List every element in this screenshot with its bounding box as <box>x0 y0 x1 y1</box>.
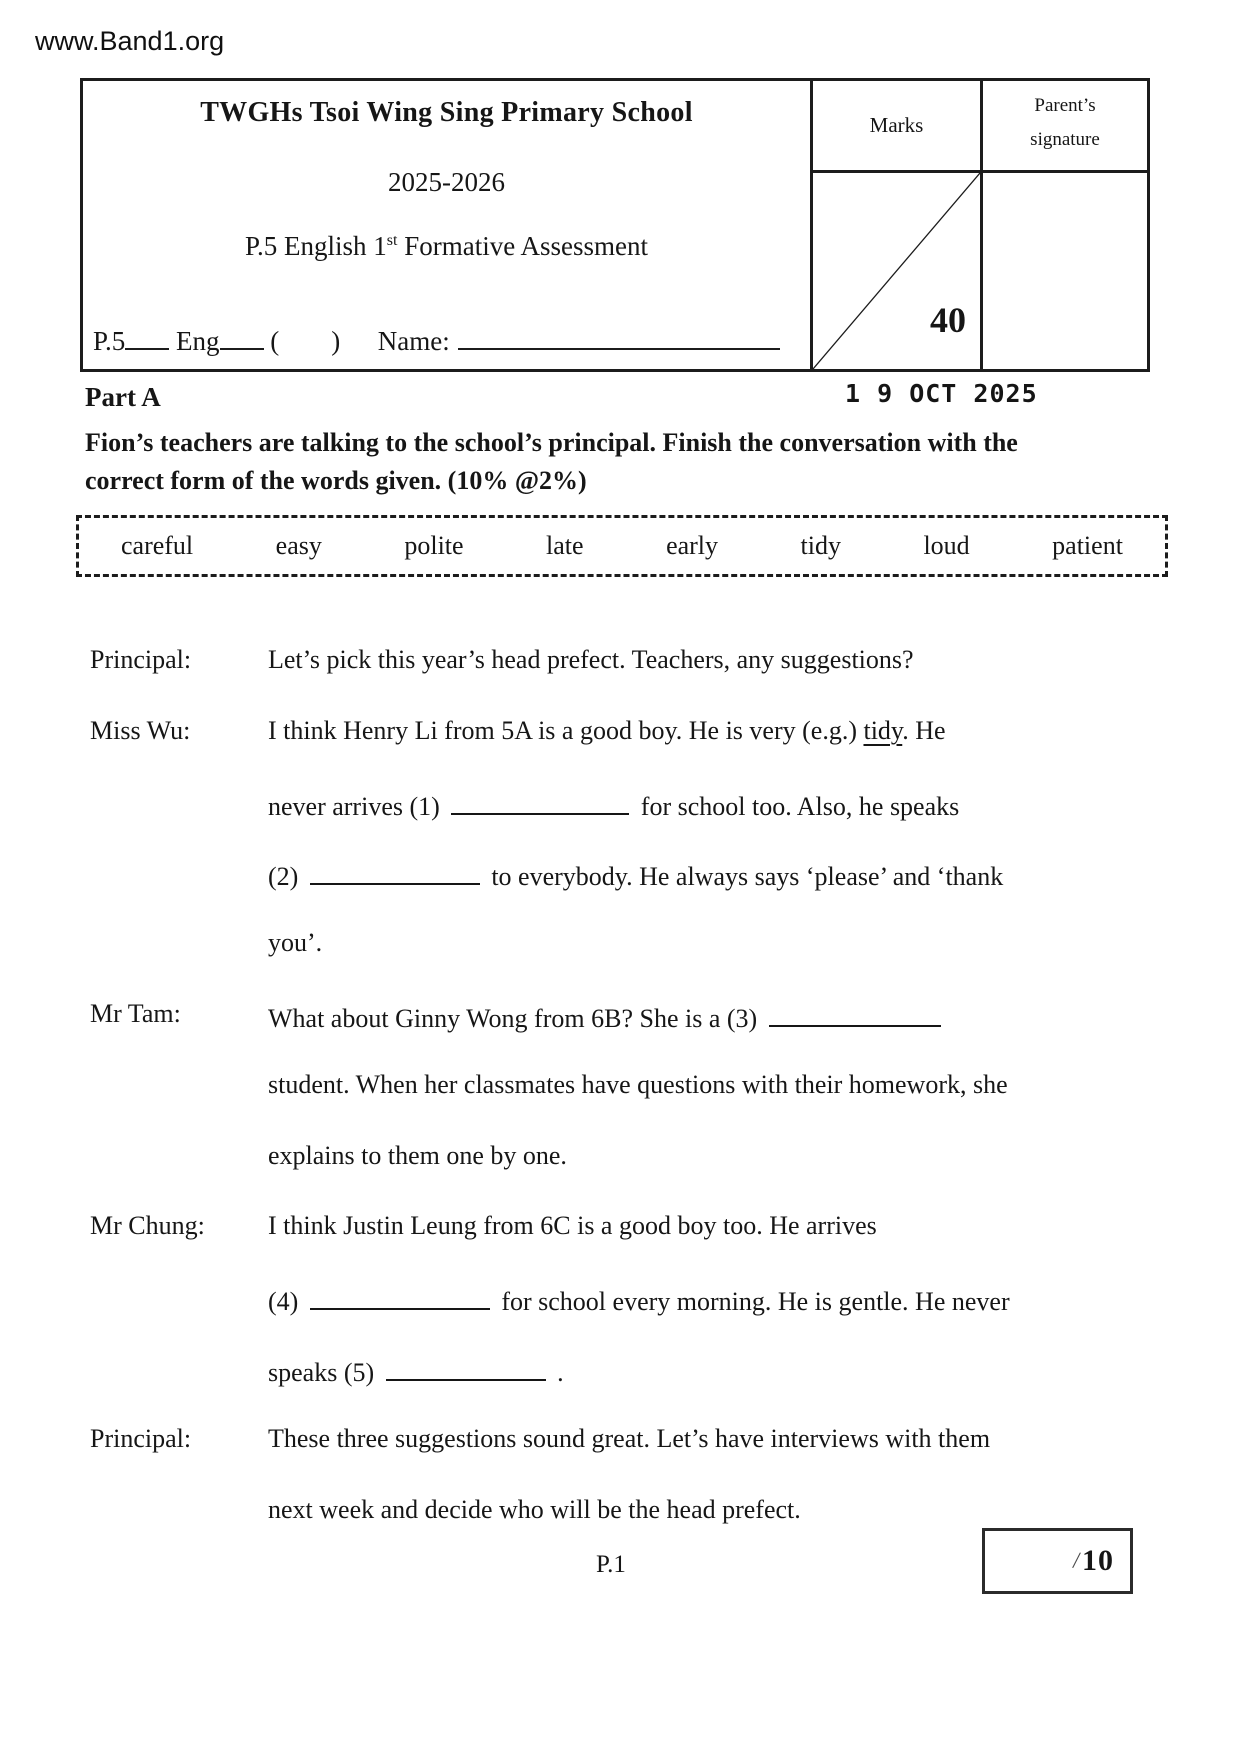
speaker-label: Miss Wu: <box>90 716 191 745</box>
dialogue-line <box>268 1495 801 1525</box>
dialogue-text: (4) <box>268 1287 305 1316</box>
answer-blank[interactable] <box>451 787 629 815</box>
parent-signature-column <box>983 81 1147 369</box>
page-number: P.1 <box>596 1551 626 1578</box>
dialogue-line <box>268 1211 877 1241</box>
dialogue-text: for school every morning. He is gentle. He never <box>494 1287 1010 1316</box>
assessment-title-ordinal: st <box>386 232 398 249</box>
dialogue-row <box>85 1070 1170 1106</box>
dialogue-row <box>85 1495 1170 1531</box>
answer-blank[interactable] <box>310 857 480 885</box>
parent-signature-area[interactable] <box>983 173 1147 369</box>
assessment-title-suffix: Formative Assessment <box>397 231 648 261</box>
paren-close: ) <box>331 326 341 356</box>
dialogue-text: to everybody. He always says ‘please’ and ‘thank <box>484 862 1004 891</box>
header-table <box>80 78 1150 372</box>
dialogue-line <box>268 1070 1008 1100</box>
dialogue-row <box>85 1282 1170 1318</box>
dialogue-line <box>268 857 1003 892</box>
part-a-heading: Part A <box>85 382 161 412</box>
dialogue-text: you’. <box>268 928 323 957</box>
parent-signature-line2: signature <box>1030 129 1100 150</box>
class-prefix-label: P.5 <box>93 326 126 356</box>
class-name-line <box>93 321 780 357</box>
dialogue-row <box>85 1424 1170 1460</box>
paren-open: ( <box>270 326 280 356</box>
part-a-instructions <box>85 424 1175 500</box>
dialogue-text: explains to them one by one. <box>268 1141 567 1170</box>
dialogue-text: . <box>550 1358 564 1387</box>
instructions-line1: Fion’s teachers are talking to the school’s principal. Finish the conversation with the <box>85 428 1018 457</box>
date-stamp: 1 9 OCT 2025 <box>845 379 1038 408</box>
school-name: TWGHs Tsoi Wing Sing Primary School <box>200 97 693 128</box>
dialogue-text: What about Ginny Wong from 6B? She is a (3) <box>268 1004 764 1033</box>
dialogue-text: I think Justin Leung from 6C is a good boy too. He arrives <box>268 1211 877 1240</box>
dialogue-line <box>268 645 914 675</box>
dialogue-text: for school too. Also, he speaks <box>634 792 960 821</box>
assessment-title <box>83 231 810 262</box>
class-number-blank[interactable] <box>125 321 169 350</box>
dialogue-text: student. When her classmates have questions with their homework, she <box>268 1070 1008 1099</box>
dialogue-text: next week and decide who will be the head prefect. <box>268 1495 801 1524</box>
word-bank-item: early <box>666 531 719 560</box>
dialogue-row <box>85 787 1170 823</box>
word-bank-item: tidy <box>800 531 841 560</box>
dialogue-row <box>85 716 1170 752</box>
parent-signature-header <box>983 81 1147 173</box>
dialogue-row <box>85 999 1170 1035</box>
word-bank-item: polite <box>404 531 464 560</box>
answer-blank[interactable] <box>769 999 941 1027</box>
score-box[interactable] <box>982 1528 1133 1594</box>
dialogue-line <box>268 716 946 746</box>
score-value: 10 <box>1082 1544 1114 1577</box>
dialogue-row <box>85 1141 1170 1177</box>
speaker-label: Principal: <box>90 1424 192 1453</box>
dialogue-row <box>85 1353 1170 1389</box>
word-bank-box <box>76 515 1168 577</box>
class-no-gap[interactable] <box>279 323 331 350</box>
subject-label: Eng <box>176 326 220 356</box>
marks-column <box>813 81 983 369</box>
dialogue-row <box>85 857 1170 893</box>
dialogue-text: speaks (5) <box>268 1358 381 1387</box>
dialogue-line <box>268 1282 1010 1317</box>
total-marks: 40 <box>930 300 966 340</box>
dialogue-row <box>85 645 1170 681</box>
dialogue-text: (2) <box>268 862 305 891</box>
word-bank-item: late <box>546 531 584 560</box>
answer-blank[interactable] <box>310 1282 490 1310</box>
dialogue-text: Let’s pick this year’s head prefect. Teachers, any suggestions? <box>268 645 914 674</box>
dialogue-text: These three suggestions sound great. Let’s have interviews with them <box>268 1424 991 1453</box>
word-bank-item: patient <box>1052 531 1123 560</box>
word-bank-item: careful <box>121 531 194 560</box>
parent-signature-line1: Parent’s <box>1034 95 1096 116</box>
answer-blank[interactable] <box>386 1353 546 1381</box>
watermark-url: www.Band1.org <box>35 26 225 56</box>
dialogue-line <box>268 787 959 822</box>
dialogue-row <box>85 1211 1170 1247</box>
instructions-line2: correct form of the words given. (10% @2%) <box>85 466 587 495</box>
school-year: 2025-2026 <box>388 167 505 197</box>
speaker-label: Principal: <box>90 645 192 674</box>
speaker-label: Mr Chung: <box>90 1211 205 1240</box>
dialogue-text: never arrives (1) <box>268 792 447 821</box>
speaker-label: Mr Tam: <box>90 999 181 1028</box>
class-letter-blank[interactable] <box>220 321 264 350</box>
dialogue-line <box>268 1141 567 1171</box>
score-slash: / <box>1071 1547 1082 1574</box>
dialogue-line <box>268 1353 564 1388</box>
example-answer-underlined: tidy <box>863 716 903 745</box>
marks-header: Marks <box>813 81 980 173</box>
name-label: Name: <box>377 326 450 356</box>
dialogue-line <box>268 928 322 958</box>
name-blank[interactable] <box>458 321 780 350</box>
header-main-cell <box>83 81 813 369</box>
dialogue-row <box>85 928 1170 964</box>
dialogue-line <box>268 999 946 1034</box>
dialogue-section <box>85 645 1170 1565</box>
assessment-title-prefix: P.5 English 1 <box>245 231 387 261</box>
word-bank-item: loud <box>923 531 970 560</box>
dialogue-text: . He <box>902 716 946 745</box>
dialogue-line <box>268 1424 990 1454</box>
dialogue-text: I think Henry Li from 5A is a good boy. He is very (e.g.) <box>268 716 864 745</box>
word-bank-item: easy <box>275 531 322 560</box>
marks-score-cell <box>813 173 980 369</box>
